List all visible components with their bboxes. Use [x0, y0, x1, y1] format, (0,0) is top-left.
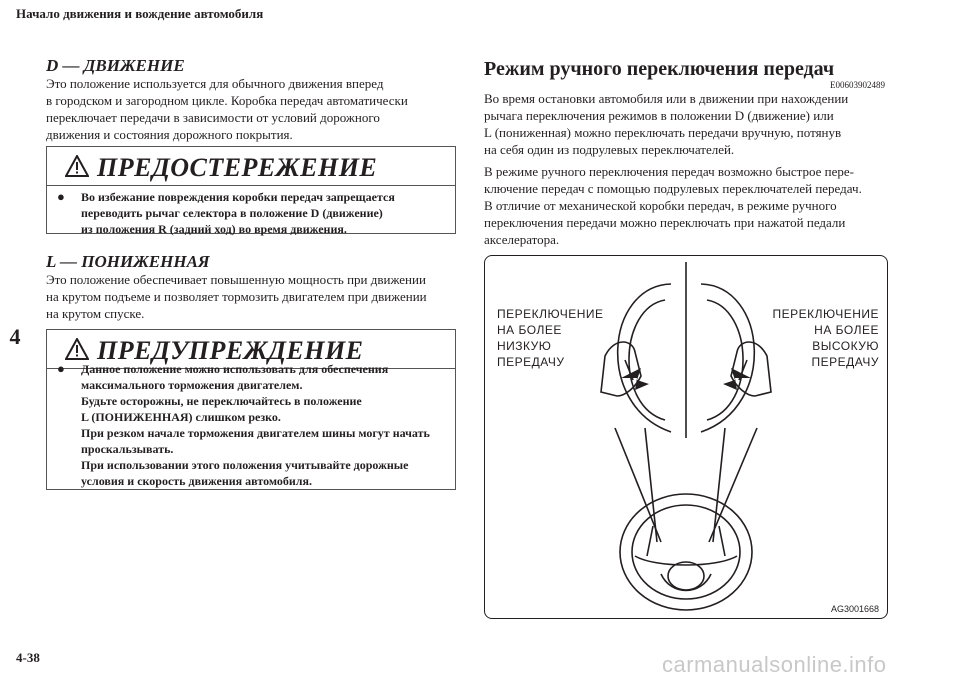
text-line: условия и скорость движения автомобиля. — [81, 474, 313, 488]
text-line: ключение передач с помощью подрулевых переключателей передач. — [484, 181, 862, 196]
warning-title: ПРЕДУПРЕЖДЕНИЕ — [97, 336, 364, 365]
label-shift-up — [772, 306, 879, 370]
paddle-shifter-figure — [484, 255, 888, 619]
figure-code: AG3001668 — [830, 604, 879, 614]
d-section-title: D — ДВИЖЕНИЕ — [46, 56, 185, 75]
label-line: ПЕРЕКЛЮЧЕНИЕ — [772, 307, 879, 321]
chapter-tab: 4 — [9, 324, 21, 349]
text-line: Во избежание повреждения коробки передач запрещается — [81, 190, 395, 204]
text-line: В отличие от механической коробки передач, в режиме ручного — [484, 198, 837, 213]
label-line: ПЕРЕДАЧУ — [497, 355, 565, 369]
text-line: рычага переключения режимов в положении D (движение) или — [484, 108, 834, 123]
text-line: переводить рычаг селектора в положение D (движение) — [81, 206, 383, 220]
caution-text — [81, 189, 447, 237]
text-line: в городском и загородном цикле. Коробка передач автоматически — [46, 93, 408, 108]
caution-box — [46, 146, 456, 234]
running-header: Начало движения и вождение автомобиля — [16, 6, 264, 21]
section-code: E00603902489 — [830, 80, 885, 90]
text-line: При использовании этого положения учитывайте дорожные — [81, 458, 409, 472]
label-shift-down — [497, 306, 604, 370]
caution-header — [47, 147, 455, 186]
warning-triangle-icon — [65, 155, 89, 177]
watermark: carmanualsonline.info — [662, 652, 887, 677]
text-line: максимального торможения двигателем. — [81, 378, 303, 392]
d-section-text — [46, 75, 456, 143]
warning-text — [81, 361, 447, 489]
bullet-icon: ● — [57, 361, 65, 376]
l-section-text — [46, 271, 456, 322]
text-line: В режиме ручного переключения передач возможно быстрое пере- — [484, 164, 854, 179]
text-line: При резком начале торможения двигателем шины могут начать — [81, 426, 430, 440]
text-line: Это положение используется для обычного движения вперед — [46, 76, 384, 91]
text-line: акселератора. — [484, 232, 560, 247]
label-line: ВЫСОКУЮ — [812, 339, 879, 353]
l-section-title: L — ПОНИЖЕННАЯ — [46, 252, 210, 271]
text-line: Будьте осторожны, не переключайтесь в положение — [81, 394, 362, 408]
page-number: 4-38 — [16, 650, 40, 665]
manual-mode-text-1 — [484, 90, 894, 158]
text-line: Во время остановки автомобиля или в движении при нахождении — [484, 91, 849, 106]
text-line: переключения передачи можно переключать при нажатой педали — [484, 215, 846, 230]
text-line: Данное положение можно использовать для обеспечения — [81, 362, 389, 376]
warning-box — [46, 329, 456, 490]
text-line: на крутом подъеме и позволяет тормозить двигателем при движении — [46, 289, 427, 304]
section-title: Режим ручного переключения передач — [484, 58, 835, 80]
label-line: ПЕРЕДАЧУ — [811, 355, 879, 369]
label-line: НА БОЛЕЕ — [497, 323, 562, 337]
text-line: L (ПОНИЖЕННАЯ) слишком резко. — [81, 410, 281, 424]
text-line: из положения R (задний ход) во время движения. — [81, 222, 347, 236]
label-line: ПЕРЕКЛЮЧЕНИЕ — [497, 307, 604, 321]
label-line: НА БОЛЕЕ — [814, 323, 879, 337]
text-line: проскальзывать. — [81, 442, 174, 456]
warning-triangle-icon — [65, 338, 89, 360]
caution-title: ПРЕДОСТЕРЕЖЕНИЕ — [97, 153, 378, 182]
bullet-icon: ● — [57, 189, 65, 204]
label-line: НИЗКУЮ — [497, 339, 552, 353]
manual-mode-text-2 — [484, 163, 894, 248]
text-line: переключает передачи в зависимости от условий дорожного — [46, 110, 380, 125]
text-line: на себя один из подрулевых переключателей. — [484, 142, 735, 157]
text-line: на крутом спуске. — [46, 306, 145, 321]
text-line: движения и состояния дорожного покрытия. — [46, 127, 293, 142]
text-line: Это положение обеспечивает повышенную мощность при движении — [46, 272, 426, 287]
text-line: L (пониженная) можно переключать передачи вручную, потянув — [484, 125, 842, 140]
